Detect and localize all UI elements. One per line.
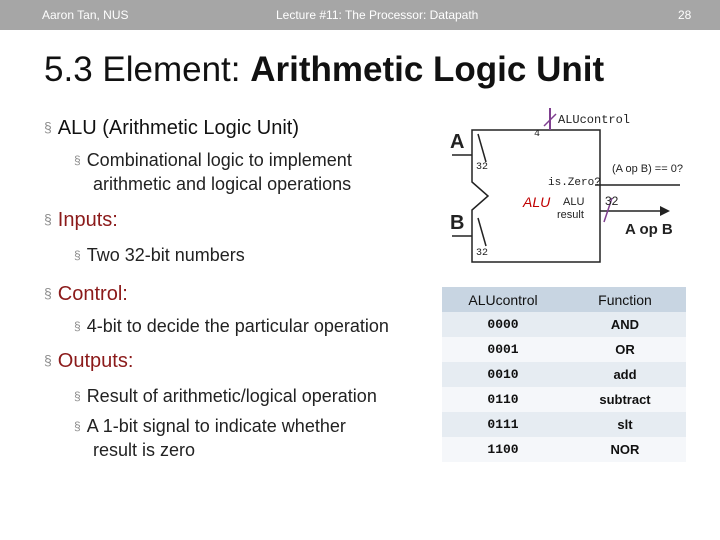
alu-label: ALU (523, 194, 551, 210)
bullet-inputs-sub-text: Two 32-bit numbers (86, 245, 245, 265)
table-cell-code: 0001 (487, 342, 519, 357)
bullet-alu-sub-cont: arithmetic and logical operations (93, 174, 352, 194)
iszero-label: is.Zero? (548, 177, 601, 189)
bullet-marker: § (44, 352, 52, 368)
control-label: ALUcontrol (558, 113, 631, 127)
bullet-marker: § (74, 248, 81, 262)
table-cell-code: 0111 (487, 417, 519, 432)
input-a-label: A (450, 131, 465, 153)
bullet-outputs-sub2-cont: result is zero (93, 440, 196, 460)
bullet-marker: § (44, 211, 52, 227)
table-cell-code: 1100 (487, 442, 519, 457)
table-cell-function: NOR (610, 442, 640, 457)
iszero-expression: (A op B) == 0? (612, 163, 683, 175)
table-cell-function: slt (617, 417, 633, 432)
bullet-marker: § (44, 119, 52, 135)
table-cell-function: add (613, 367, 637, 382)
bullet-outputs-sub2-text: A 1-bit signal to indicate whether (86, 416, 346, 436)
title-prefix: 5.3 Element: (44, 50, 251, 89)
table-header-function: Function (598, 291, 652, 308)
table-cell-code: 0000 (487, 317, 519, 332)
table-cell-code: 0010 (487, 367, 519, 382)
bullet-marker: § (74, 319, 81, 333)
bullet-alu-text: ALU (Arithmetic Logic Unit) (57, 117, 299, 139)
title-emphasis: Arithmetic Logic Unit (250, 50, 605, 89)
bullet-marker: § (74, 419, 81, 433)
output-label: A op B (625, 221, 673, 238)
alu-small-label: ALU (563, 196, 585, 208)
bullet-outputs-text: Outputs: (57, 350, 134, 372)
bullet-alu-sub-text: Combinational logic to implement (86, 150, 352, 170)
table-cell-function: subtract (599, 392, 651, 407)
author-label: Aaron Tan, NUS (42, 8, 129, 22)
result-width: 32 (605, 194, 619, 208)
table-row (442, 312, 686, 337)
table-header-row (442, 287, 686, 312)
bullet-outputs-sub1-text: Result of arithmetic/logical operation (86, 386, 377, 406)
input-b-width: 32 (476, 248, 489, 259)
table-cell-function: AND (610, 317, 640, 332)
table-row (442, 337, 686, 362)
result-arrowhead (660, 206, 670, 216)
bullet-marker: § (44, 285, 52, 301)
lecture-title: Lecture #11: The Processor: Datapath (276, 8, 479, 22)
table-row (442, 412, 686, 437)
input-a-width: 32 (476, 162, 489, 173)
table-row (442, 437, 686, 462)
result-label: result (557, 209, 584, 221)
bullet-control-text: Control: (57, 283, 128, 305)
table-row (442, 387, 686, 412)
table-row (442, 362, 686, 387)
table-cell-function: OR (615, 342, 635, 357)
control-width: 4 (534, 129, 541, 140)
bullet-control-sub-text: 4-bit to decide the particular operation (86, 316, 389, 336)
alucontrol-table (442, 287, 686, 462)
bullet-marker: § (74, 153, 81, 167)
table-cell-code: 0110 (487, 392, 519, 407)
bullet-marker: § (74, 389, 81, 403)
bullet-inputs-text: Inputs: (57, 209, 118, 231)
table-header-alucontrol: ALUcontrol (468, 291, 538, 308)
page-number: 28 (678, 8, 692, 22)
input-b-label: B (450, 212, 465, 234)
